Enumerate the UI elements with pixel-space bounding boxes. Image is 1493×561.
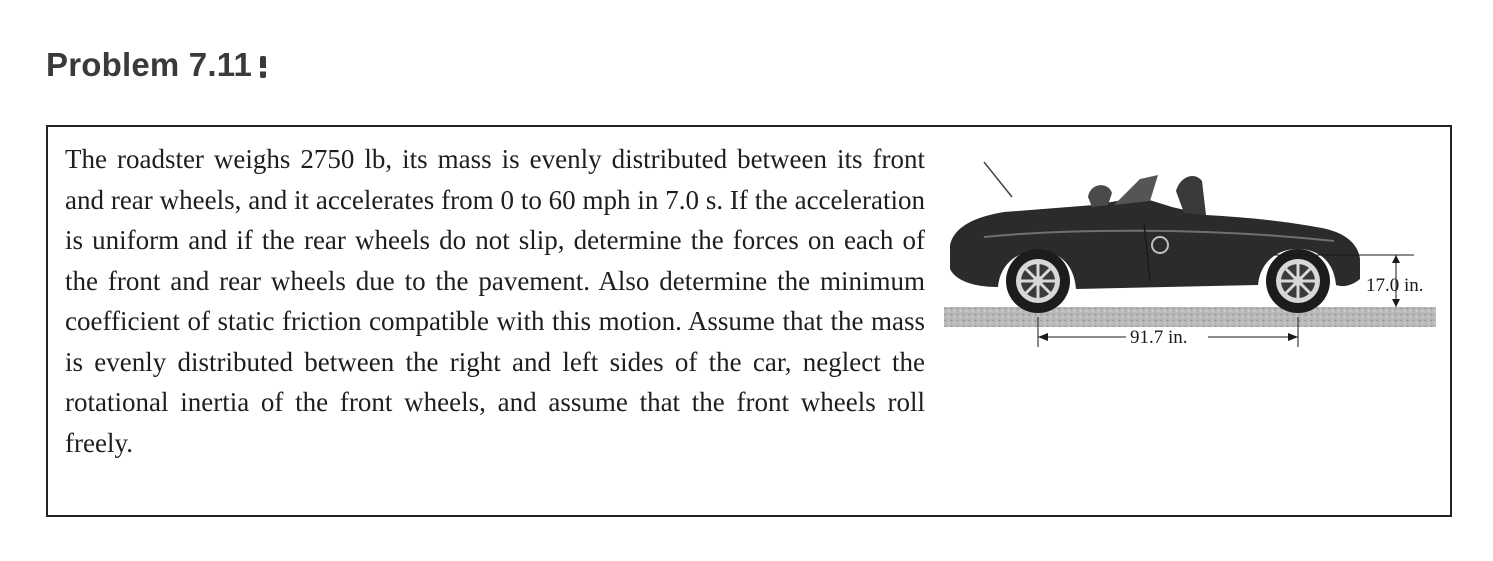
height-label: 17.0 in.	[1366, 275, 1424, 296]
problem-statement: The roadster weighs 2750 lb, its mass is evenly distributed between its front and rear wheels, and it accelerates from 0 to 60 mph in 7.0 s. If the acceleration is uniform and if the rear wheels do not slip, determine the forces on each of the front and rear wheels due to the pavement. Also determine the minimum coefficient of static friction compatible with this motion. Assume that the mass is evenly distributed between the right and left sides of the car, neglect the rotational inertia of the front wheels, and assume that the front wheels roll freely.	[65, 144, 925, 458]
difficulty-marker-icon	[260, 56, 266, 78]
problem-title	[46, 46, 266, 84]
height-arrow-top	[1392, 255, 1400, 263]
antenna	[984, 162, 1012, 197]
wheelbase-arrow-left	[1038, 333, 1048, 341]
height-arrow-bottom	[1392, 299, 1400, 307]
wheelbase-arrow-right	[1288, 333, 1298, 341]
driver-head	[1088, 185, 1112, 207]
problem-title-text: Problem 7.11	[46, 46, 253, 83]
problem-box	[46, 125, 1452, 517]
rear-wheel	[1266, 249, 1330, 313]
front-wheel	[1006, 249, 1070, 313]
wheelbase-label: 91.7 in.	[1130, 327, 1188, 348]
windshield	[1114, 175, 1158, 205]
roadster-diagram	[944, 157, 1444, 387]
pavement	[944, 307, 1436, 327]
roadster-figure	[944, 157, 1444, 387]
